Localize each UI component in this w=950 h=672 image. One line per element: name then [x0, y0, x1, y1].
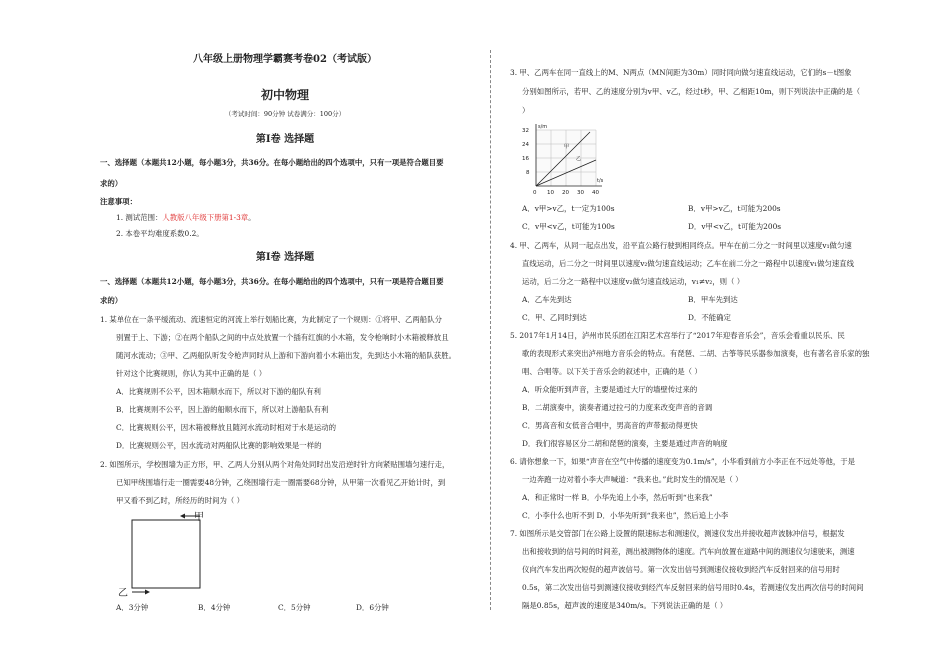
section-intro-line1: 一、选择题（本题共12小题，每小题3分，共36分。在每小题给出的四个选项中，只有一项是符合题目要	[100, 158, 444, 167]
q2-line: 已知甲绕围墙行走一圈需要48分钟，乙绕围墙行走一圈需要68分钟，从甲第一次看见乙开始计时，到	[116, 478, 446, 487]
q5-line: 歌的表现形式来突出泸州地方音乐会的特点。有琵琶、二胡、古筝等民乐器参加演奏，也有著名音乐家的独	[522, 349, 870, 358]
q1-line: 别置于上、下游；②在两个船队之间的中点处放置一个插有红旗的小木箱，发令枪响时小木箱被释放且	[116, 333, 449, 342]
q3-st-chart	[518, 120, 608, 196]
q2-option-b: B．4分钟	[198, 603, 231, 612]
x-tick: 30	[577, 190, 584, 196]
q4-line: 直线运动，后二分之一时间里以速度v₂做匀速直线运动；乙车在前二分之一路程中以速度v₁做匀速直线	[522, 259, 855, 268]
q3-line: 分别如图所示，若甲、乙的速度分别为v甲、v乙，经过t秒，甲、乙相距10m，则下列说法中正确的是（	[522, 87, 861, 96]
q1-line: 随河水流动；③甲、乙两船队听发令枪声同时从上游和下游向着小木箱出发，先到达小木箱的船队获胜。	[116, 351, 456, 360]
q2-line: 甲又看不到乙时，所经历的时间为（ ）	[116, 496, 244, 505]
x-tick: 20	[562, 190, 569, 196]
q1-option-d: D．比赛规则公平，因水流动对两船队比赛的影响效果是一样的	[116, 441, 322, 450]
q4-line: 运动，后二分之一路程中以速度v₂做匀速直线运动，v₁≠v₂，则（ ）	[522, 277, 745, 286]
q2-line: 2. 如图所示，学校围墙为正方形，甲、乙两人分别从两个对角处同时出发沿逆时针方向紧贴围墙匀速行走，	[100, 460, 450, 469]
y-tick: 32	[522, 128, 529, 134]
q6-line: 6. 请你想象一下，如果“声音在空气中传播的速度变为0.1m/s”，小华看到前方小李正在不远处等他，于是	[510, 457, 856, 466]
column-divider	[490, 50, 491, 610]
y-tick: 24	[522, 142, 529, 148]
x-tick: 40	[592, 190, 599, 196]
q5-line: 5. 2017年1月14日，泸州市民乐团在江阳艺术宫举行了“2017年迎春音乐会”，音乐会看重以民乐、民	[510, 331, 845, 340]
q4-option-c: C．甲、乙同时到达	[522, 313, 587, 322]
jia-arrowhead	[180, 514, 185, 519]
q4-line: 4. 甲、乙两车，从同一起点出发，沿平直公路行驶到相同终点。甲车在前二分之一时间里以速度v₁做匀速	[510, 241, 852, 250]
exam-subtitle: 初中物理	[260, 88, 309, 102]
x-tick: 0	[533, 190, 537, 196]
q2-option-c: C．5分钟	[278, 603, 311, 612]
q4-option-a: A．乙车先到达	[522, 295, 572, 304]
note-1-range: 人教版八年级下册第1-3章	[162, 213, 249, 222]
section-title: 第Ⅰ卷 选择题	[255, 134, 315, 145]
section-intro2-line1: 一、选择题（本题共12小题，每小题3分，共36分。在每小题给出的四个选项中，只有一项是符合题目要	[100, 277, 444, 286]
q4-option-b: B．甲车先到达	[688, 295, 738, 304]
q1-option-b: B．比赛规则不公平，因上游的船顺水而下，所以对上游船队有利	[116, 405, 329, 414]
q3-option-d: D．v甲<v乙，t可能为200s	[688, 222, 782, 231]
q5-option-c: C．男高音和女低音合唱中，男高音的声带振动得更快	[522, 421, 698, 430]
series-yi-label: 乙	[576, 156, 582, 162]
q5-option-a: A．听众能听到声音，主要是通过大厅的墙壁传过来的	[522, 385, 698, 394]
q2-fig-jia-label: 甲	[194, 512, 204, 523]
q3-option-b: B．v甲>v乙，t可能为200s	[688, 204, 781, 213]
q6-option-ab: A．和正常时一样 B．小华先追上小李，然后听到“也来我”	[522, 493, 713, 502]
q2-fig-yi-label: 乙	[118, 588, 128, 599]
q7-line: 隔是0.85s，超声波的速度是340m/s。下列说法正确的是（ ）	[522, 601, 728, 610]
q5-line: 唱、合唱等。以下关于音乐会的叙述中，正确的是（ ）	[522, 367, 702, 376]
wall-square	[132, 520, 200, 588]
q1-option-a: A．比赛规则不公平，因木箱顺水而下，所以对下游的船队有利	[116, 387, 321, 396]
section-intro2-line2: 求的）	[100, 296, 123, 305]
q6-option-cd: C．小李什么也听不到 D．小华先听到“我来也”，然后追上小李	[522, 511, 729, 520]
q6-line: 一边奔跑一边对着小李大声喊道：“我来也。”此时发生的情况是（ ）	[522, 475, 743, 484]
q1-line: 1. 某单位在一条平缓流动、流速恒定的河流上举行划船比赛，为此制定了一个规则：①将甲、乙两船队分	[100, 315, 442, 324]
section-intro-line2: 求的）	[100, 179, 123, 188]
q3-option-a: A．v甲>v乙，t一定为100s	[522, 204, 615, 213]
yi-arrowhead	[145, 590, 150, 595]
note-2: 2. 本卷平均难度系数0.2。	[116, 229, 204, 238]
exam-title: 八年级上册物理学霸赛考卷02（考试版）	[193, 54, 377, 65]
q3-option-c: C．v甲<v乙，t可能为100s	[522, 222, 615, 231]
q3-line: ）	[522, 106, 530, 115]
section-title-2: 第Ⅰ卷 选择题	[255, 252, 315, 263]
q7-line: 7. 如图所示是交管部门在公路上设置的限速标志和测速仪，测速仪发出并接收超声波脉冲信号，根据发	[510, 529, 845, 538]
q1-option-c: C．比赛规则公平，因木箱被释放且随河水流动时相对于水是运动的	[116, 423, 336, 432]
x-tick: 10	[547, 190, 554, 196]
series-jia-label: 甲	[564, 144, 570, 150]
exam-info: （考试时间：90分钟 试卷满分：100分）	[224, 110, 346, 118]
q2-option-a: A．3分钟	[116, 603, 149, 612]
y-axis-label: s/m	[538, 124, 548, 130]
q1-line: 针对这个比赛规则，你认为其中正确的是（ ）	[116, 369, 267, 378]
q5-option-b: B．二胡演奏中，演奏者通过拉弓的力度来改变声音的音调	[522, 403, 713, 412]
q5-option-d: D．我们很容易区分二胡和琵琶的演奏，主要是通过声音的响度	[522, 439, 728, 448]
q7-line: 出和接收到的信号间的时间差，测出被测物体的速度。汽车向放置在道路中间的测速仪匀速驶来，测速	[522, 547, 855, 556]
note-1: 1. 测试范围：人教版八年级下册第1-3章。	[116, 213, 256, 222]
q7-line: 0.5s，第二次发出信号到测速仪接收到经汽车反射回来的信号用时0.4s，若测速仪发出两次信号的时间间	[522, 583, 864, 592]
notes-title: 注意事项：	[100, 197, 137, 206]
q2-option-d: D．6分钟	[356, 603, 389, 612]
y-tick: 16	[522, 156, 529, 162]
q3-line: 3. 甲、乙两车在同一直线上的M、N两点（MN间距为30m）同时同向做匀速直线运动，它们的s－t图象	[510, 68, 852, 77]
q7-line: 仪向汽车发出两次短促的超声波信号。第一次发出信号到测速仪接收到经汽车反射回来的信号用时	[522, 565, 840, 574]
y-tick: 8	[526, 170, 530, 176]
q4-option-d: D．不能确定	[688, 313, 731, 322]
x-axis-label: t/s	[597, 178, 604, 184]
